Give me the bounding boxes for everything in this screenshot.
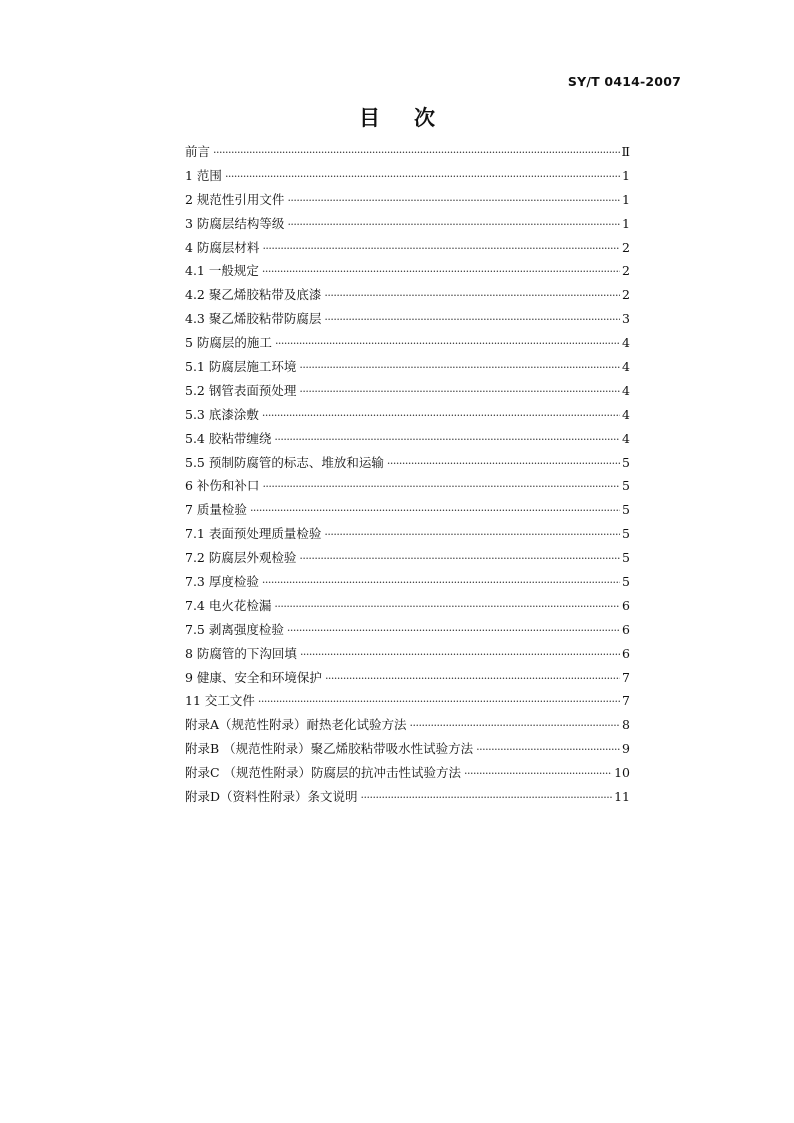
toc-entry-label: 5.1 防腐层施工环境 xyxy=(185,359,297,375)
toc-leader-dots xyxy=(262,265,620,278)
toc-leader-dots xyxy=(262,242,620,255)
toc-entry[interactable] xyxy=(185,190,630,214)
toc-entry-page: Ⅱ xyxy=(621,144,630,159)
toc-entry[interactable] xyxy=(185,596,630,620)
toc-entry-label: 7.4 电火花检漏 xyxy=(185,597,272,613)
toc-leader-dots xyxy=(275,337,620,350)
toc-entry[interactable] xyxy=(185,548,630,572)
toc-entry-label: 7.1 表面预处理质量检验 xyxy=(185,526,322,542)
toc-entry-page: 5 xyxy=(622,478,630,494)
toc-entry[interactable] xyxy=(185,166,630,190)
toc-entry-label: 9 健康、安全和环境保护 xyxy=(185,669,322,685)
toc-entry-label: 前言 xyxy=(185,144,211,159)
toc-entry-page: 10 xyxy=(614,765,630,781)
toc-leader-dots xyxy=(410,719,621,732)
toc-entry[interactable] xyxy=(185,715,630,739)
toc-entry-label: 8 防腐管的下沟回填 xyxy=(185,645,297,661)
table-of-contents xyxy=(185,142,630,811)
toc-leader-dots xyxy=(324,289,620,302)
toc-entry-page: 5 xyxy=(622,574,630,590)
toc-entry-page: 4 xyxy=(622,382,630,398)
toc-entry[interactable] xyxy=(185,668,630,692)
toc-entry[interactable] xyxy=(185,238,630,262)
toc-entry-label: 附录A（规范性附录）耐热老化试验方法 xyxy=(185,717,407,733)
toc-entry-page: 11 xyxy=(614,789,630,805)
toc-entry-label: 11 交工文件 xyxy=(185,693,255,709)
toc-entry-page: 2 xyxy=(622,263,630,279)
toc-leader-dots xyxy=(262,576,620,589)
toc-entry[interactable] xyxy=(185,333,630,357)
toc-entry[interactable] xyxy=(185,309,630,333)
toc-leader-dots xyxy=(225,170,620,183)
toc-leader-dots xyxy=(464,767,612,780)
toc-entry[interactable] xyxy=(185,620,630,644)
toc-entry-label: 1 范围 xyxy=(185,167,222,183)
toc-entry-page: 7 xyxy=(622,693,630,709)
toc-entry[interactable] xyxy=(185,500,630,524)
toc-leader-dots xyxy=(324,528,620,541)
toc-leader-dots xyxy=(299,552,620,565)
toc-entry-page: 4 xyxy=(622,406,630,422)
toc-entry-label: 5.3 底漆涂敷 xyxy=(185,406,259,422)
toc-entry-page: 6 xyxy=(622,597,630,613)
toc-leader-dots xyxy=(325,672,620,685)
toc-leader-dots xyxy=(213,146,619,159)
toc-leader-dots xyxy=(262,409,620,422)
toc-entry[interactable] xyxy=(185,285,630,309)
toc-entry-page: 4 xyxy=(622,430,630,446)
toc-entry-page: 5 xyxy=(622,454,630,470)
toc-leader-dots xyxy=(300,648,620,661)
toc-entry-page: 9 xyxy=(622,741,630,757)
toc-entry-label: 4.1 一般规定 xyxy=(185,263,259,279)
toc-entry-label: 4 防腐层材料 xyxy=(185,239,260,255)
toc-entry-page: 4 xyxy=(622,335,630,351)
toc-entry-page: 1 xyxy=(622,191,630,207)
toc-entry[interactable] xyxy=(185,429,630,453)
toc-entry[interactable] xyxy=(185,524,630,548)
toc-entry-page: 5 xyxy=(622,550,630,566)
toc-entry-label: 6 补伤和补口 xyxy=(185,478,260,494)
toc-entry-label: 7.2 防腐层外观检验 xyxy=(185,550,297,566)
toc-leader-dots xyxy=(476,743,620,756)
toc-entry-label: 5.5 预制防腐管的标志、堆放和运输 xyxy=(185,454,384,470)
toc-entry-page: 5 xyxy=(622,502,630,518)
toc-leader-dots xyxy=(287,194,620,207)
toc-entry[interactable] xyxy=(185,453,630,477)
toc-entry-page: 3 xyxy=(622,311,630,327)
toc-leader-dots xyxy=(274,433,620,446)
toc-entry[interactable] xyxy=(185,739,630,763)
toc-leader-dots xyxy=(299,385,620,398)
toc-entry-label: 4.3 聚乙烯胶粘带防腐层 xyxy=(185,311,322,327)
toc-entry[interactable] xyxy=(185,787,630,811)
toc-entry-page: 7 xyxy=(622,669,630,685)
toc-entry-label: 附录C （规范性附录）防腐层的抗冲击性试验方法 xyxy=(185,765,462,781)
toc-leader-dots xyxy=(258,695,620,708)
toc-entry-label: 3 防腐层结构等级 xyxy=(185,215,285,231)
toc-entry[interactable] xyxy=(185,261,630,285)
toc-entry[interactable] xyxy=(185,405,630,429)
toc-leader-dots xyxy=(274,600,620,613)
toc-entry-page: 2 xyxy=(622,287,630,303)
toc-leader-dots xyxy=(361,791,613,804)
toc-leader-dots xyxy=(324,313,620,326)
toc-entry-label: 7.5 剥离强度检验 xyxy=(185,621,284,637)
toc-leader-dots xyxy=(299,361,620,374)
toc-entry-page: 8 xyxy=(622,717,630,733)
toc-entry[interactable] xyxy=(185,644,630,668)
toc-entry-label: 7.3 厚度检验 xyxy=(185,574,259,590)
toc-entry[interactable] xyxy=(185,572,630,596)
toc-entry-page: 4 xyxy=(622,359,630,375)
toc-entry-page: 2 xyxy=(622,239,630,255)
toc-leader-dots xyxy=(250,504,620,517)
toc-entry-label: 5 防腐层的施工 xyxy=(185,335,272,351)
toc-entry[interactable] xyxy=(185,691,630,715)
page-title: 目次 xyxy=(359,106,469,130)
toc-entry[interactable] xyxy=(185,763,630,787)
toc-entry-label: 5.2 钢管表面预处理 xyxy=(185,382,297,398)
toc-leader-dots xyxy=(262,480,620,493)
toc-entry-page: 1 xyxy=(622,167,630,183)
toc-entry-label: 4.2 聚乙烯胶粘带及底漆 xyxy=(185,287,322,303)
toc-leader-dots xyxy=(287,624,620,637)
toc-entry-label: 附录D（资料性附录）条文说明 xyxy=(185,789,358,805)
toc-entry-label: 2 规范性引用文件 xyxy=(185,191,285,207)
toc-entry-page: 1 xyxy=(622,215,630,231)
toc-entry-page: 6 xyxy=(622,621,630,637)
toc-entry-label: 5.4 胶粘带缠绕 xyxy=(185,430,272,446)
toc-entry[interactable] xyxy=(185,357,630,381)
toc-entry[interactable] xyxy=(185,142,630,166)
toc-entry[interactable] xyxy=(185,214,630,238)
toc-leader-dots xyxy=(387,457,620,470)
toc-entry-page: 5 xyxy=(622,526,630,542)
standard-code: SY/T 0414-2007 xyxy=(567,74,681,89)
toc-entry-label: 附录B （规范性附录）聚乙烯胶粘带吸水性试验方法 xyxy=(185,741,474,757)
toc-leader-dots xyxy=(287,218,620,231)
toc-entry-label: 7 质量检验 xyxy=(185,502,247,518)
toc-entry[interactable] xyxy=(185,381,630,405)
toc-entry[interactable] xyxy=(185,476,630,500)
toc-entry-page: 6 xyxy=(622,645,630,661)
